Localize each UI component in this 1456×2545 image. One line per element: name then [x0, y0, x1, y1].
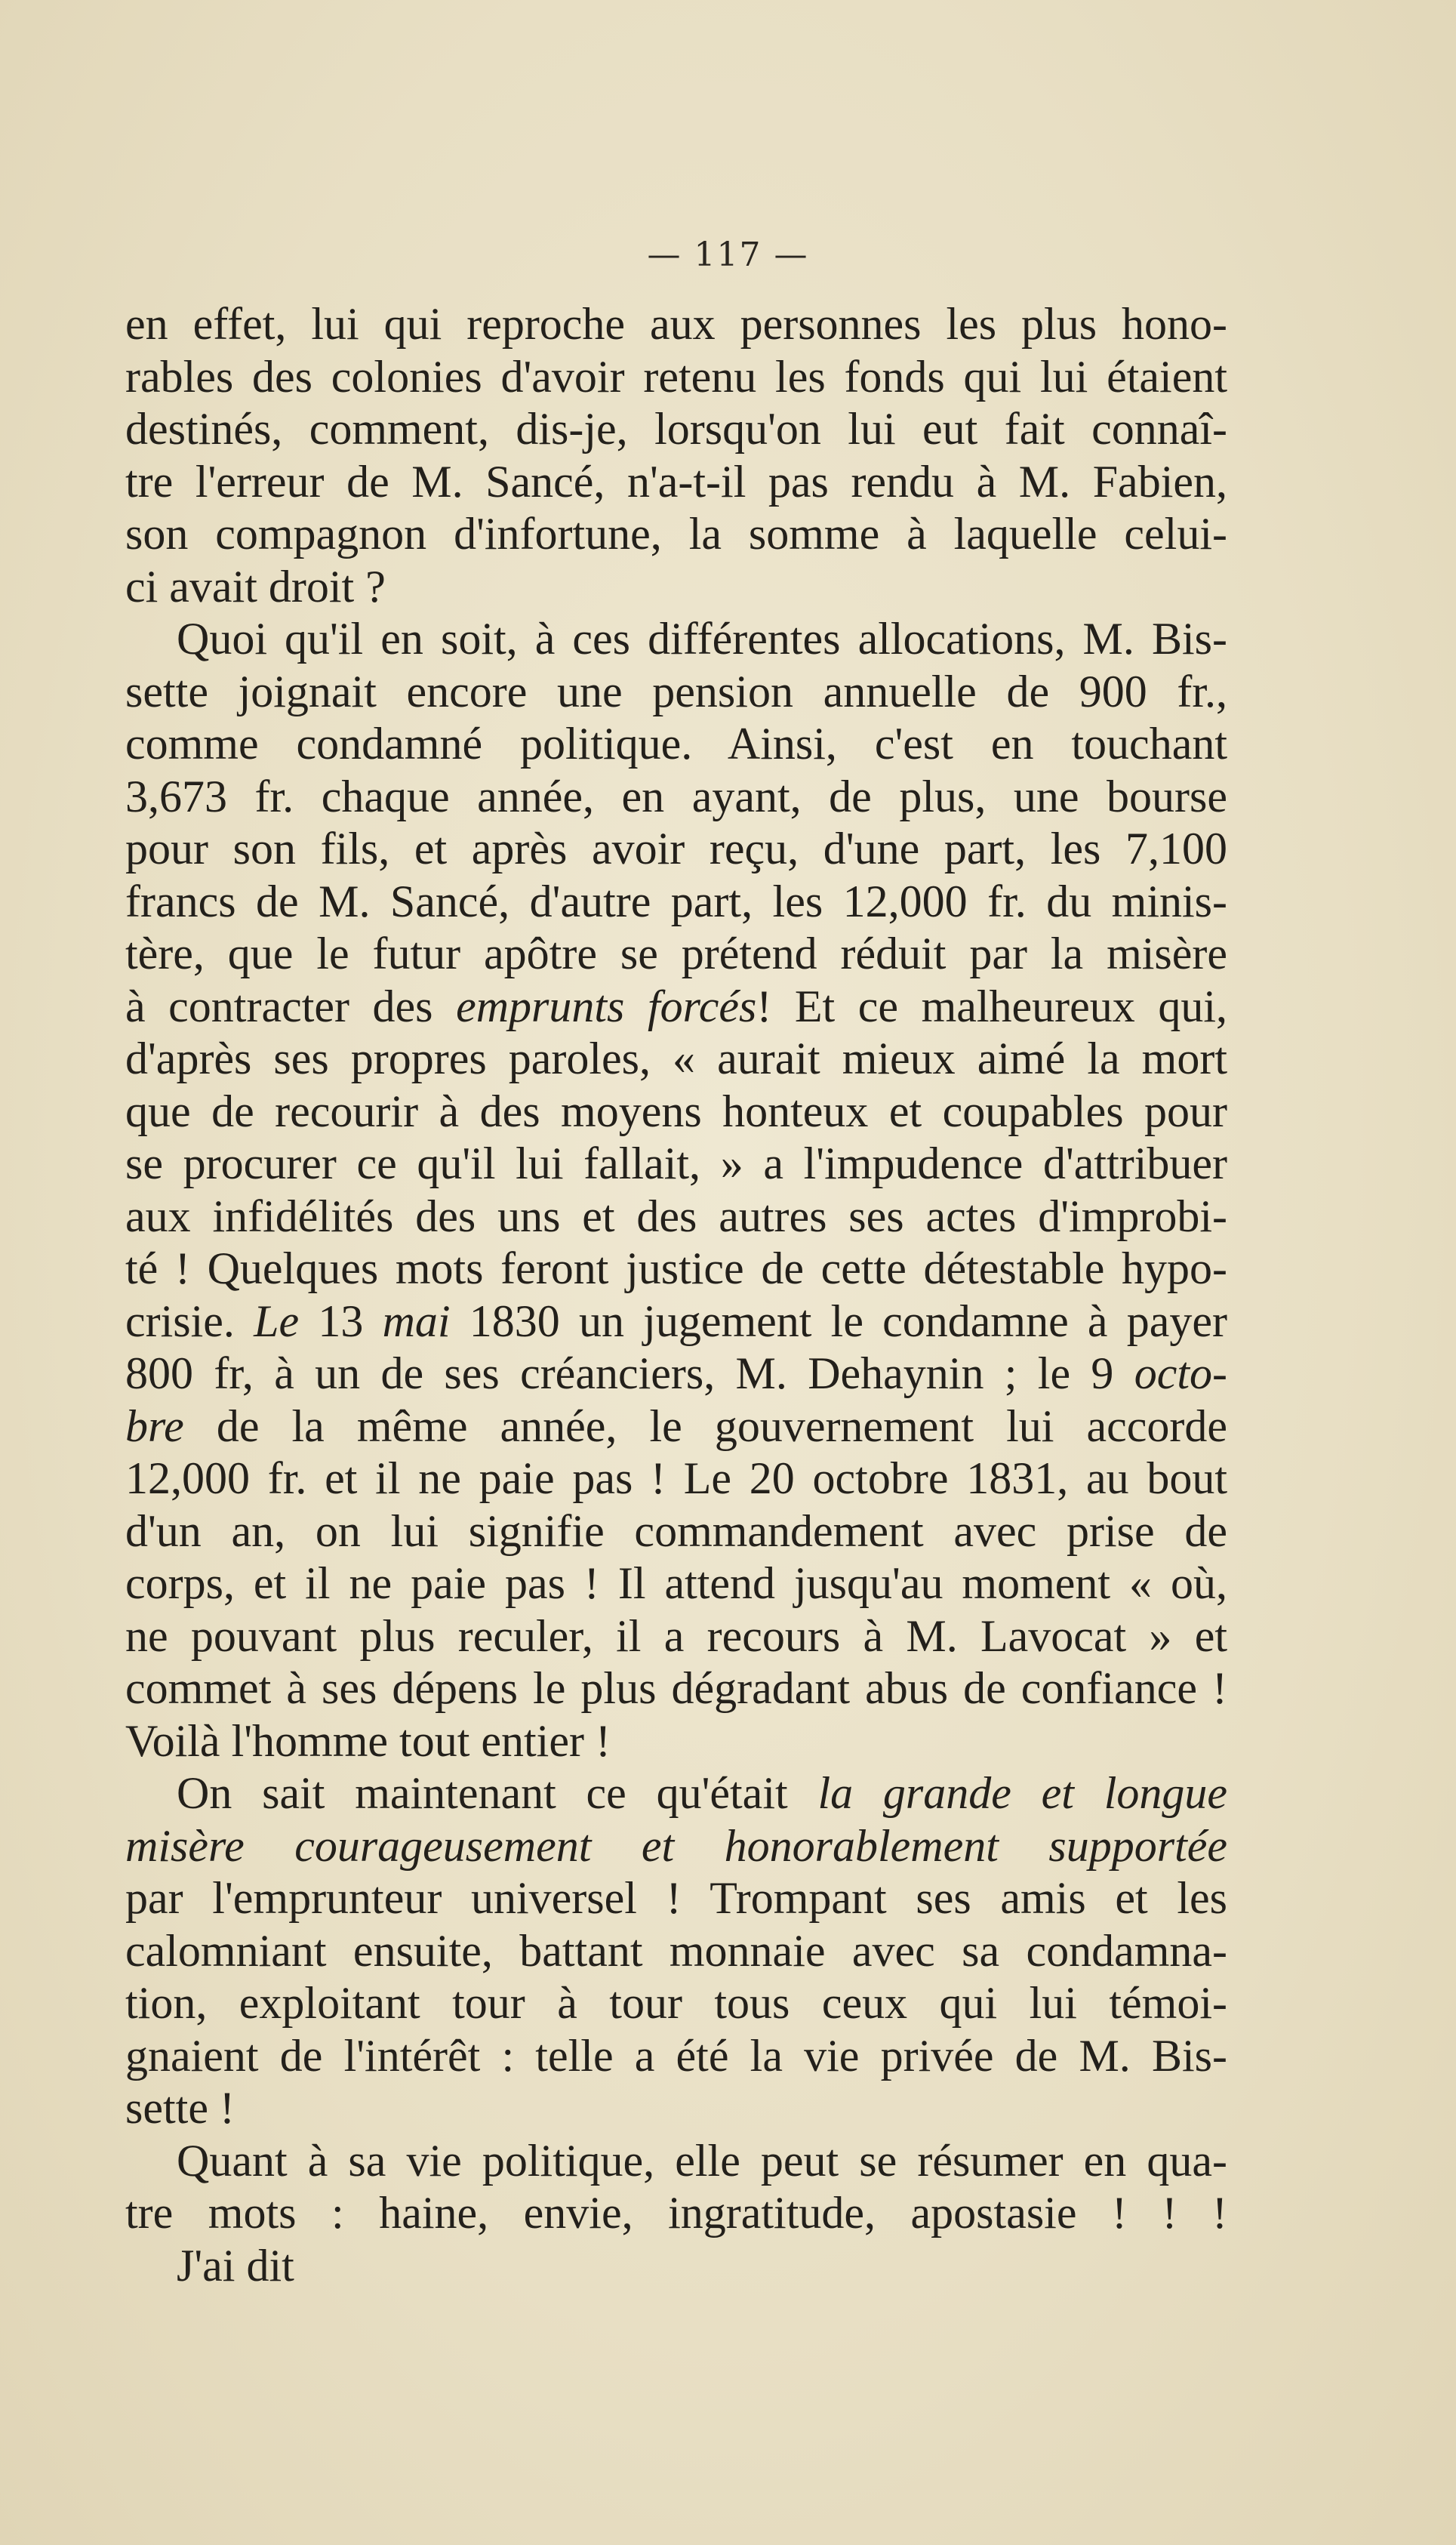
text-line	[125, 1138, 1227, 1191]
text-line	[125, 298, 1227, 351]
line-text: aux infidélités des uns et des autres ses actes d'improbi-	[125, 1191, 1227, 1241]
text-line	[125, 1243, 1227, 1296]
text-line	[125, 1977, 1227, 2030]
line-text: J'ai dit	[177, 2240, 294, 2291]
line-text: que de recourir à des moyens honteux et coupables pour	[125, 1086, 1227, 1136]
text-line	[125, 351, 1227, 404]
line-text: 1830 un jugement le condamne à payer	[450, 1296, 1228, 1346]
text-line	[125, 561, 1227, 614]
line-text: crisie.	[125, 1296, 254, 1346]
text-line	[125, 403, 1227, 456]
text-line	[125, 1086, 1227, 1138]
text-line	[125, 771, 1227, 824]
line-text: de la même année, le gouvernement lui accorde	[183, 1400, 1227, 1451]
line-text: ci avait droit ?	[125, 561, 386, 612]
line-text: par l'emprunteur universel ! Trompant ses amis et les	[125, 1873, 1227, 1923]
text-line	[125, 666, 1227, 719]
line-text: commet à ses dépens le plus dégradant abus de confiance !	[125, 1663, 1227, 1713]
line-text: se procurer ce qu'il lui fallait, » a l'impudence d'attribuer	[125, 1138, 1227, 1188]
text-line	[125, 1610, 1227, 1663]
line-text: en effet, lui qui reproche aux personnes les plus hono-	[125, 299, 1227, 349]
line-text: tion, exploitant tour à tour tous ceux qui lui témoi-	[125, 1978, 1227, 2028]
text-line	[125, 2187, 1227, 2240]
line-text: 13	[299, 1296, 383, 1346]
line-text: Voilà l'homme tout entier !	[125, 1715, 611, 1766]
text-line	[125, 1400, 1227, 1453]
text-line	[125, 1925, 1227, 1978]
line-text: pour son fils, et après avoir reçu, d'une part, les 7,100	[125, 824, 1227, 873]
line-text: ! Et ce malheureux qui,	[756, 981, 1227, 1031]
text-line	[125, 823, 1227, 876]
line-text: Quoi qu'il en soit, à ces différentes allocations, M. Bis-	[177, 614, 1227, 664]
line-text: rables des colonies d'avoir retenu les fonds qui lui étaient	[125, 351, 1227, 402]
text-line	[125, 2030, 1227, 2083]
text-line	[125, 981, 1227, 1034]
line-text: ne pouvant plus reculer, il a recours à M. Lavocat » et	[125, 1610, 1227, 1661]
line-text: comme condamné politique. Ainsi, c'est en touchant	[125, 719, 1227, 769]
text-line	[125, 1662, 1227, 1715]
line-text: Quant à sa vie politique, elle peut se résumer en qua-	[177, 2135, 1227, 2186]
page-number: — 117 —	[647, 236, 809, 274]
text-line	[125, 456, 1227, 509]
text-line	[125, 928, 1227, 981]
text-line	[125, 1453, 1227, 1505]
line-text: à contracter des	[125, 981, 457, 1031]
line-text: On sait maintenant ce qu'était	[177, 1768, 818, 1818]
line-text: 12,000 fr. et il ne paie pas ! Le 20 octobre 1831, au bout	[125, 1453, 1227, 1503]
line-text: d'un an, on lui signifie commandement avec prise de	[125, 1505, 1227, 1556]
text-line	[125, 1191, 1227, 1243]
line-text: calomniant ensuite, battant monnaie avec sa condamna-	[125, 1925, 1227, 1976]
line-text: té ! Quelques mots feront justice de cette détestable hypo-	[125, 1243, 1227, 1293]
line-text: tre l'erreur de M. Sancé, n'a-t-il pas rendu à M. Fabien,	[125, 456, 1227, 507]
text-line	[125, 508, 1227, 561]
line-text: gnaient de l'intérêt : telle a été la vie privée de M. Bis-	[125, 2030, 1227, 2081]
text-line	[125, 2082, 1227, 2135]
text-line	[125, 1558, 1227, 1610]
italic-text: bre	[125, 1400, 184, 1451]
text-line	[125, 1296, 1227, 1348]
italic-text: mai	[382, 1296, 451, 1346]
line-text: 3,673 fr. chaque année, en ayant, de plus, une bourse	[125, 771, 1227, 821]
text-line	[125, 2240, 1227, 2293]
text-line	[125, 613, 1227, 666]
line-text: tère, que le futur apôtre se prétend réduit par la misère	[125, 929, 1227, 978]
italic-text: emprunts forcés	[456, 981, 757, 1031]
body-text	[125, 298, 1227, 2292]
line-text: francs de M. Sancé, d'autre part, les 12,000 fr. du minis-	[125, 876, 1227, 926]
line-text: 800 fr, à un de ses créanciers, M. Dehaynin ; le 9	[125, 1348, 1134, 1398]
text-line	[125, 1715, 1227, 1768]
text-line	[125, 1820, 1227, 1873]
text-line	[125, 876, 1227, 929]
italic-text: Le	[254, 1296, 300, 1346]
italic-text: misère courageusement et honorablement supportée	[125, 1820, 1227, 1871]
line-text: sette !	[125, 2083, 235, 2133]
text-line	[125, 1872, 1227, 1925]
line-text: destinés, comment, dis-je, lorsqu'on lui eut fait connaî-	[125, 404, 1227, 454]
text-line	[125, 1767, 1227, 1820]
text-line	[125, 1348, 1227, 1400]
text-line	[125, 1033, 1227, 1086]
text-line	[125, 1505, 1227, 1558]
line-text: d'après ses propres paroles, « aurait mieux aimé la mort	[125, 1034, 1227, 1083]
line-text: son compagnon d'infortune, la somme à laquelle celui-	[125, 509, 1227, 559]
line-text: tre mots : haine, envie, ingratitude, apostasie ! ! !	[125, 2188, 1227, 2238]
text-line	[125, 2135, 1227, 2188]
italic-text: octo-	[1134, 1348, 1227, 1398]
text-line	[125, 718, 1227, 771]
italic-text: la grande et longue	[817, 1768, 1228, 1818]
line-text: sette joignait encore une pension annuelle de 900 fr.,	[125, 666, 1227, 716]
line-text: corps, et il ne paie pas ! Il attend jusqu'au moment « où,	[125, 1558, 1227, 1608]
